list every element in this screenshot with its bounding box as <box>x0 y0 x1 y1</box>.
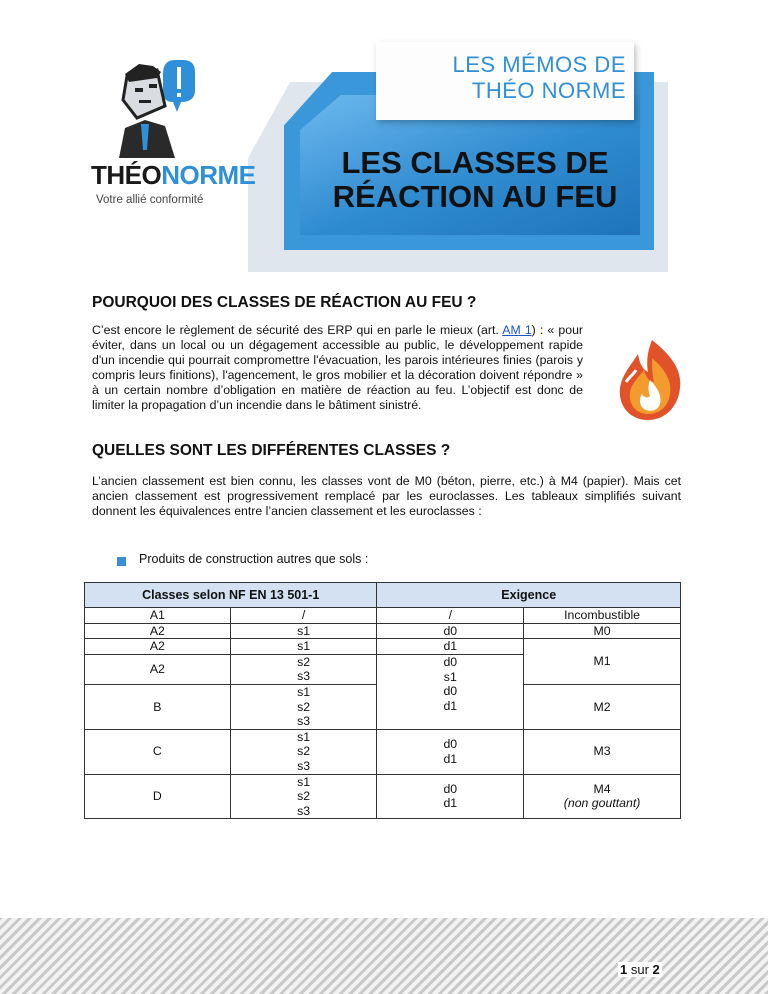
table-row <box>85 774 681 819</box>
cell-smoke: s1 <box>230 623 377 639</box>
droplets-value: d1 <box>443 796 458 811</box>
smoke-value: s1 <box>297 774 311 789</box>
droplets-value: d0 <box>443 781 458 796</box>
smoke-value: s2 <box>297 744 311 759</box>
memo-line-1: LES MÉMOS DE <box>452 52 626 77</box>
paragraph-text-start: C’est encore le règlement de sécurité des ERP qui en parle le mieux (art. <box>92 323 503 337</box>
footer-hatched-band <box>0 918 768 994</box>
droplets-value: d1 <box>443 751 458 766</box>
header-classes: Classes selon NF EN 13 501-1 <box>85 583 377 608</box>
cell-requirement: Incombustible <box>524 608 681 624</box>
bullet-item-products: Produits de construction autres que sols : <box>139 552 369 566</box>
smoke-value: s1 <box>297 729 311 744</box>
brand-name <box>91 160 256 191</box>
brand-tagline: Votre allié conformité <box>96 194 204 206</box>
smoke-value: s2 <box>297 654 311 669</box>
smoke-value: s3 <box>297 669 311 684</box>
section-paragraph-classes: L’ancien classement est bien connu, les classes vont de M0 (béton, pierre, etc.) à M4 (papier). Mais cet ancien classement est progressivement remplacé par les euroclasses. Les tableaux simplifiés suivant donnent les équivalences entre l’ancien classement et les euroclasses : <box>92 474 681 518</box>
requirement-note: (non gouttant) <box>563 796 641 811</box>
table-row <box>85 623 681 639</box>
header-requirement: Exigence <box>377 583 681 608</box>
section-paragraph-why <box>92 323 583 413</box>
cell-requirement: M0 <box>524 623 681 639</box>
am1-article-link[interactable]: AM 1 <box>502 323 532 337</box>
cell-droplets: / <box>377 608 524 624</box>
title-line-2: RÉACTION AU FEU <box>332 179 618 214</box>
memo-line-2: THÉO NORME <box>471 78 626 103</box>
paragraph-text-end: ) : « pour éviter, dans un local ou un dégagement accessible au public, le développement rapide d'un incendie qui pourrait compromettre l'évacuation, les parois intérieures finies (parois y compris leurs finitions), l'agencement, le gros mobilier et la décoration doivent répondre » à un certain nombre d’obligation en matière de réaction au feu. L’objectif est donc de limiter la propagation d’un incendie dans le bâtiment sinistré. <box>92 323 584 412</box>
droplets-value: s1 <box>443 669 457 684</box>
cell-droplets-multi <box>377 774 524 819</box>
cell-class: A2 <box>85 654 231 684</box>
smoke-value: s2 <box>297 789 311 804</box>
droplets-value: d0 <box>443 684 458 699</box>
droplets-value: d0 <box>443 655 458 670</box>
mascot-logo-icon <box>105 54 215 158</box>
cell-class: B <box>85 684 231 729</box>
cell-class: A2 <box>85 623 231 639</box>
cell-class: C <box>85 729 231 774</box>
cell-droplets: d1 <box>377 639 524 655</box>
smoke-value: s2 <box>297 699 311 714</box>
cell-droplets-multi <box>377 684 524 729</box>
smoke-value: s3 <box>297 758 311 773</box>
table-row <box>85 684 681 729</box>
cell-requirement: M3 <box>524 729 681 774</box>
requirement-value: M4 <box>593 781 611 796</box>
droplets-value: d0 <box>443 737 458 752</box>
cell-smoke-multi <box>230 654 377 684</box>
page-number <box>618 962 662 977</box>
cell-requirement-m4 <box>524 774 681 819</box>
cell-smoke-multi <box>230 684 377 729</box>
droplets-value: d1 <box>443 699 458 714</box>
equivalence-table <box>84 582 681 819</box>
cell-class: A2 <box>85 639 231 655</box>
page-total: 2 <box>652 962 660 977</box>
cell-class: D <box>85 774 231 819</box>
brand-part-norme: NORME <box>161 160 256 190</box>
document-title <box>300 146 650 214</box>
cell-smoke: / <box>230 608 377 624</box>
cell-class: A1 <box>85 608 231 624</box>
title-line-1: LES CLASSES DE <box>341 145 609 180</box>
cell-droplets-multi <box>377 729 524 774</box>
table-row <box>85 608 681 624</box>
bullet-square-icon <box>117 557 126 566</box>
section-heading-classes: QUELLES SONT LES DIFFÉRENTES CLASSES ? <box>92 442 451 459</box>
table-row <box>85 729 681 774</box>
cell-requirement-m1: M1 <box>524 639 681 685</box>
page-current: 1 <box>620 962 628 977</box>
smoke-value: s1 <box>297 684 311 699</box>
memo-series-label <box>376 52 626 104</box>
cell-smoke: s1 <box>230 639 377 655</box>
cell-smoke-multi <box>230 729 377 774</box>
cell-droplets: d0 <box>377 623 524 639</box>
page-separator: sur <box>627 962 653 977</box>
section-heading-why: POURQUOI DES CLASSES DE RÉACTION AU FEU ? <box>92 294 477 311</box>
table-header-row <box>85 583 681 608</box>
cell-requirement: M2 <box>524 684 681 729</box>
brand-part-theo: THÉO <box>91 160 162 190</box>
cell-smoke-multi <box>230 774 377 819</box>
fire-flame-icon <box>612 336 690 422</box>
smoke-value: s3 <box>297 714 311 729</box>
smoke-value: s3 <box>297 803 311 818</box>
table-row <box>85 639 681 655</box>
cell-droplets-multi <box>377 654 524 684</box>
